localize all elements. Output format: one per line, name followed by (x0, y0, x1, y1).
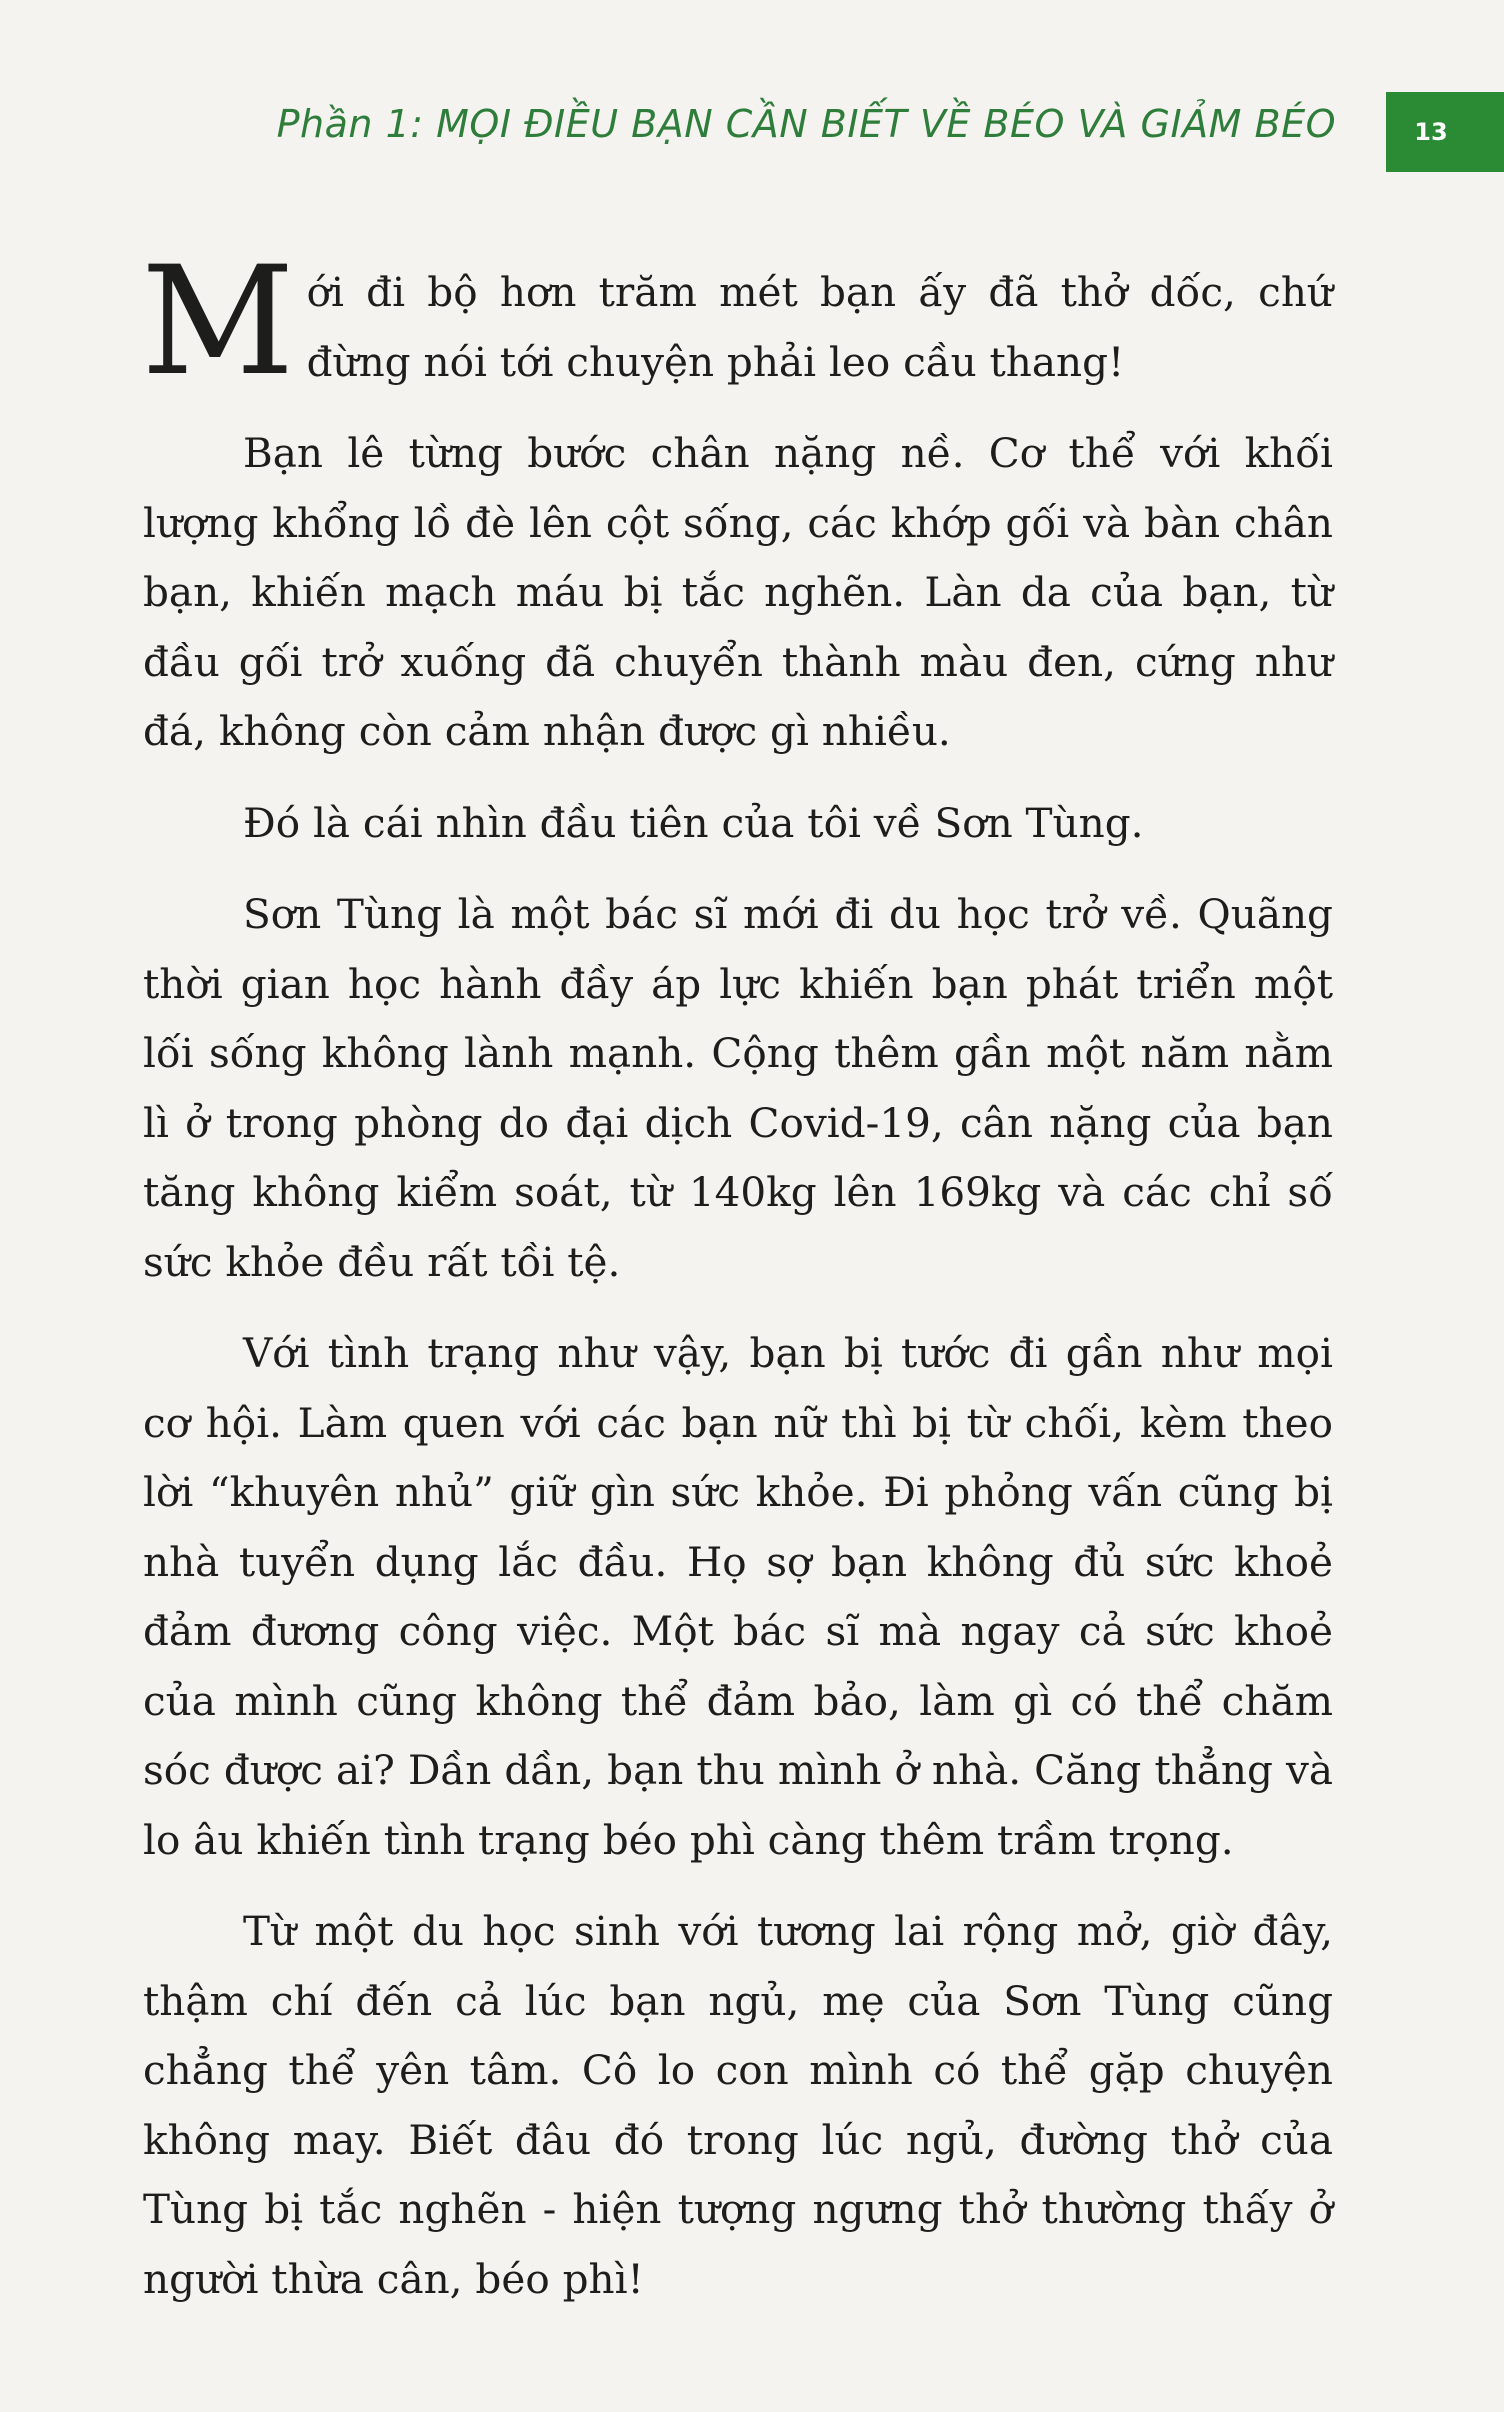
chapter-title: Phần 1: MỌI ĐIỀU BẠN CẦN BIẾT VỀ BÉO VÀ GIẢM BÉO (276, 102, 1336, 146)
paragraph-1 (141, 235, 1333, 409)
running-header (0, 92, 1504, 172)
paragraph-2: Bạn lê từng bước chân nặng nề. Cơ thể với khối lượng khổng lồ đè lên cột sống, các khớp gối và bàn chân bạn, khiến mạch máu bị tắc nghẽn. Làn da của bạn, từ đầu gối trở xuống đã chuyển thành màu đen, cứng như đá, không còn cảm nhận được gì nhiều. (143, 429, 1333, 755)
paragraph-3: Đó là cái nhìn đầu tiên của tôi về Sơn Tùng. (243, 798, 1144, 847)
paragraph-6: Từ một du học sinh với tương lai rộng mở, giờ đây, thậm chí đến cả lúc bạn ngủ, mẹ của Sơn Tùng cũng chẳng thể yên tâm. Cô lo con mình có thể gặp chuyện không may. Biết đâu đó trong lúc ngủ, đường thở của Tùng bị tắc nghẽn - hiện tượng ngưng thở thường thấy ở người thừa cân, béo phì! (143, 1907, 1333, 2303)
body-text (141, 235, 1333, 2336)
page-number: 13 (1386, 92, 1504, 172)
drop-cap: M (141, 235, 295, 409)
paragraph-5: Với tình trạng như vậy, bạn bị tước đi gần như mọi cơ hội. Làm quen với các bạn nữ thì bị từ chối, kèm theo lời “khuyên nhủ” giữ gìn sức khỏe. Đi phỏng vấn cũng bị nhà tuyển dụng lắc đầu. Họ sợ bạn không đủ sức khoẻ đảm đương công việc. Một bác sĩ mà ngay cả sức khoẻ của mình cũng không thể đảm bảo, làm gì có thể chăm sóc được ai? Dần dần, bạn thu mình ở nhà. Căng thẳng và lo âu khiến tình trạng béo phì càng thêm trầm trọng. (143, 1329, 1333, 1864)
paragraph-1-text: ới đi bộ hơn trăm mét bạn ấy đã thở dốc, chứ đừng nói tới chuyện phải leo cầu thang! (306, 268, 1333, 386)
paragraph-4: Sơn Tùng là một bác sĩ mới đi du học trở về. Quãng thời gian học hành đầy áp lực khiến bạn phát triển một lối sống không lành mạnh. Cộng thêm gần một năm nằm lì ở trong phòng do đại dịch Covid-19, cân nặng của bạn tăng không kiểm soát, từ 140kg lên 169kg và các chỉ số sức khỏe đều rất tồi tệ. (143, 890, 1333, 1286)
